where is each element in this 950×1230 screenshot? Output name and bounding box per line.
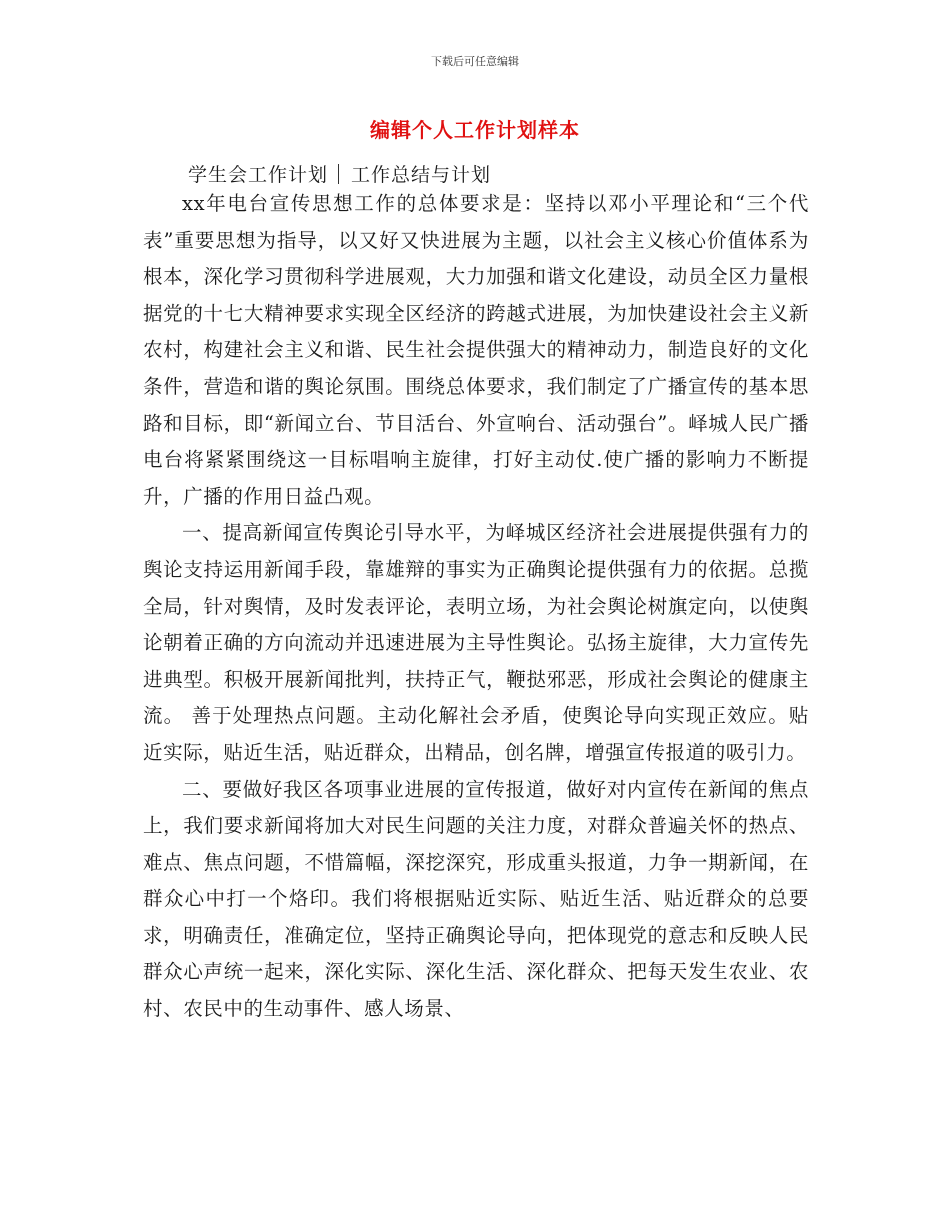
document-body bbox=[143, 186, 809, 1028]
subtitle-left: 学生会工作计划 bbox=[188, 164, 329, 186]
subtitle-right: 工作总结与计划 bbox=[351, 164, 492, 186]
paragraph-intro: xx年电台宣传思想工作的总体要求是：坚持以邓小平理论和“三个代表”重要思想为指导，以又好又快进展为主题，以社会主义核心价值体系为根本，深化学习贯彻科学进展观，大力加强和谐文化建设，动员全区力量根据党的十七大精神要求实现全区经济的跨越式进展，为加快建设社会主义新农村，构建社会主义和谐、民生社会提供强大的精神动力，制造良好的文化条件，营造和谐的舆论氛围。围绕总体要求，我们制定了广播宣传的基本思路和目标，即“新闻立台、节目活台、外宣响台、活动强台”。峄城人民广播电台将紧紧围绕这一目标唱响主旋律，打好主动仗.使广播的影响力不断提升，广播的作用日益凸观。 bbox=[143, 192, 809, 508]
document-title: 编辑个人工作计划样本 bbox=[370, 118, 580, 142]
subtitle-line bbox=[188, 160, 491, 187]
paragraph-section-one: 一、提高新闻宣传舆论引导水平，为峄城区经济社会进展提供强有力的舆论支持运用新闻手段，靠雄辩的事实为正确舆论提供强有力的依据。总揽全局，针对舆情，及时发表评论，表明立场，为社会舆论树旗定向，以使舆论朝着正确的方向流动并迅速进展为主导性舆论。弘扬主旋律，大力宣传先进典型。积极开展新闻批判，扶持正气，鞭挞邪恶，形成社会舆论的健康主流。 善于处理热点问题。主动化解社会矛盾，使舆论导向实现正效应。贴近实际，贴近生活，贴近群众，出精品，创名牌，增强宣传报道的吸引力。 bbox=[143, 521, 809, 764]
paragraph-section-two: 二、要做好我区各项事业进展的宣传报道，做好对内宣传在新闻的焦点上，我们要求新闻将加大对民生问题的关注力度，对群众普遍关怀的热点、难点、焦点问题，不惜篇幅，深挖深究，形成重头报道，力争一期新闻，在群众心中打一个烙印。我们将根据贴近实际、贴近生活、贴近群众的总要求，明确责任，准确定位，坚持正确舆论导向，把体现党的意志和反映人民群众心声统一起来，深化实际、深化生活、深化群众、把每天发生农业、农村、农民中的生动事件、感人场景、 bbox=[143, 777, 809, 1021]
header-note: 下载后可任意编辑 bbox=[431, 55, 519, 68]
subtitle-separator bbox=[338, 164, 339, 184]
